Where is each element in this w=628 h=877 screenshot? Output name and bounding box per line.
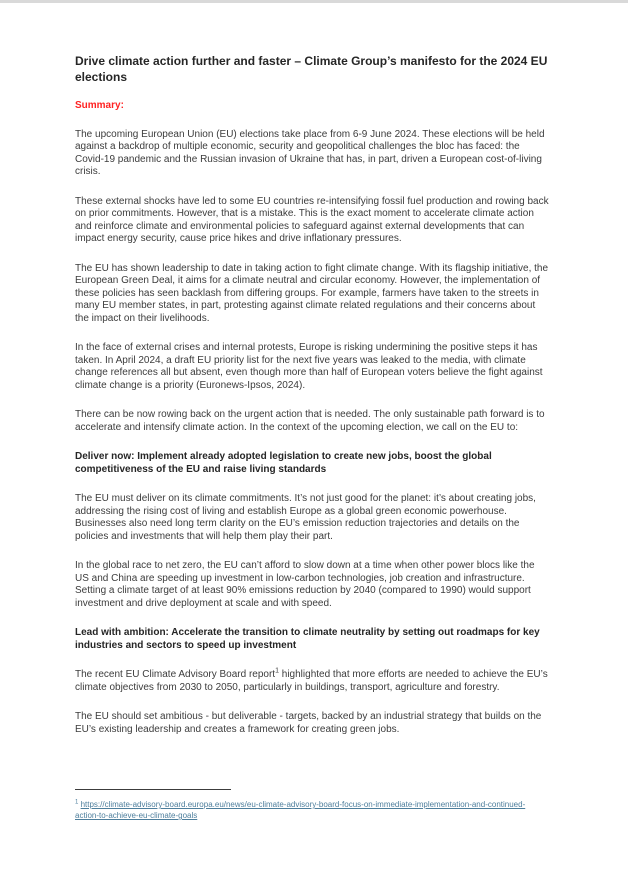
document-title: Drive climate action further and faster – Climate Group’s manifesto for the 2024 EU elections: [75, 54, 548, 84]
paragraph-climate-commitments: The EU must deliver on its climate commitments. It’s not just good for the planet: it’s about creating jobs, addressing the rising cost of living and establish Europe as a global green economic powerhouse. Businesses also need long term clarity on the EU’s emission reduction trajectories and details on the policies and investments that will help them play their part.: [75, 493, 536, 542]
footnote-marker: 1: [75, 799, 79, 806]
footnote-area: [75, 789, 545, 821]
paragraph-advisory-board-report-pre: The recent EU Climate Advisory Board report: [75, 669, 276, 680]
paragraph-global-race-net-zero: In the global race to net zero, the EU can’t afford to slow down at a time when other power blocs like the US and China are speeding up investment in low-carbon technologies, job creation and infrastructure. Setting a climate target of at least 90% emissions reduction by 2040 (compared to 1990) would support investment and drive deployment at scale and with speed.: [75, 560, 535, 609]
section-heading-deliver-now: Deliver now: Implement already adopted legislation to create new jobs, boost the global competitiveness of the EU and raise living standards: [75, 451, 492, 475]
footnote: [75, 799, 545, 821]
paragraph-call-on-eu: There can be now rowing back on the urgent action that is needed. The only sustainable path forward is to accelerate and intensify climate action. In the context of the upcoming election, we call on the EU to:: [75, 409, 545, 433]
paragraph-external-shocks: These external shocks have led to some EU countries re-intensifying fossil fuel production and rowing back on prior commitments. However, that is a mistake. This is the exact moment to accelerate climate action and reinforce climate and environmental policies to safeguard against external developments that can impact energy security, cause price hikes and drive inflationary pressures.: [75, 195, 549, 244]
paragraph-advisory-board-report-post: highlighted that more efforts are needed to achieve the EU’s climate objectives from 2030 to 2050, particularly in buildings, transport, agriculture and forestry.: [75, 669, 548, 693]
document-page: [0, 3, 628, 877]
section-heading-lead-with-ambition: Lead with ambition: Accelerate the transition to climate neutrality by setting out roadmaps for key industries and sectors to speed up investment: [75, 627, 540, 651]
paragraph-elections-intro: The upcoming European Union (EU) elections take place from 6-9 June 2024. These elections will be held against a backdrop of multiple economic, security and geopolitical challenges the bloc has faced: the Covid-19 pandemic and the Russian invasion of Ukraine that has, in part, driven a European cost-of-living crisis.: [75, 128, 545, 177]
paragraph-eu-leadership: The EU has shown leadership to date in taking action to fight climate change. With its flagship initiative, the European Green Deal, it aims for a climate neutral and circular economy. However, the implementation of these policies has seen backlash from differing groups. For example, farmers have taken to the streets in many EU member states, in part, protesting against climate related regulations and their concerns about the impact on their livelihoods.: [75, 262, 549, 324]
paragraph-ambitious-targets: The EU should set ambitious - but deliverable - targets, backed by an industrial strategy that builds on the EU’s existing leadership and creates a framework for creating green jobs.: [75, 711, 542, 735]
paragraph-crises-protests: In the face of external crises and internal protests, Europe is risking undermining the positive steps it has taken. In April 2024, a draft EU priority list for the next five years was leaked to the media, with climate change references all but absent, even though more than half of European voters believe the fight against climate change is a priority (Euronews-Ipsos, 2024).: [75, 342, 543, 391]
paragraph-advisory-board-report: [75, 669, 550, 694]
footnote-reference-marker: 1: [275, 667, 279, 675]
footnote-divider: [75, 789, 231, 790]
footnote-link[interactable]: https://climate-advisory-board.europa.eu/news/eu-climate-advisory-board-focus-on-immediate-implementation-and-continued-action-to-achieve-eu-climate-goals: [75, 800, 526, 820]
summary-heading: Summary:: [75, 100, 124, 111]
